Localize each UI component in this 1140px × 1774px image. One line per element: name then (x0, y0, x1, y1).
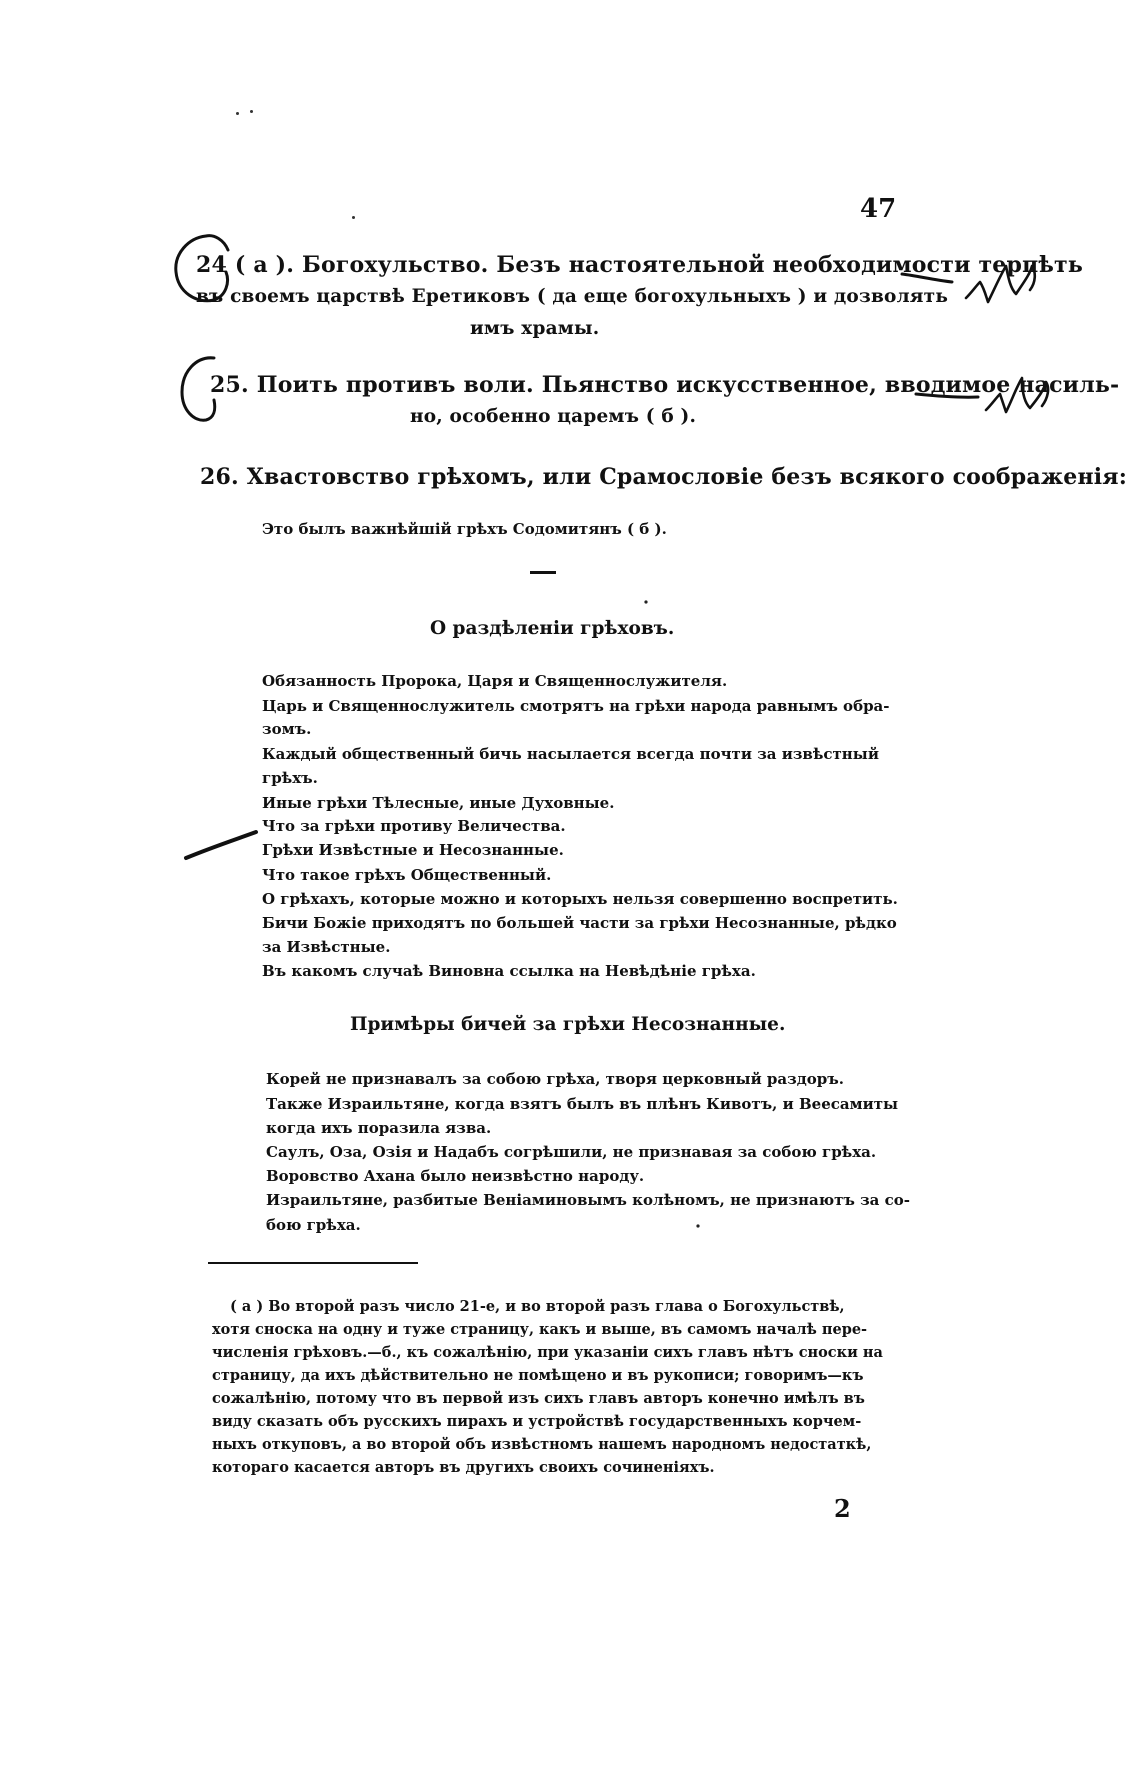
section-1-line: Иные грѣхи Тѣлесные, иные Духовные. (262, 794, 615, 812)
section-2-line: бою грѣха. (266, 1216, 361, 1234)
item-26-line-2: Это былъ важнѣйшій грѣхъ Содомитянъ ( б ). (262, 520, 667, 538)
section-1-line: зомъ. (262, 720, 312, 738)
section-1-line: Что такое грѣхъ Общественный. (262, 866, 552, 884)
item-25-line-2: но, особенно царемъ ( б ). (410, 406, 697, 427)
footnote-line: виду сказать объ русскихъ пирахъ и устройствѣ государственныхъ корчем- (212, 1413, 862, 1430)
section-2-line: Израильтяне, разбитые Веніаминовымъ колѣномъ, не признаютъ за со- (266, 1191, 910, 1209)
item-25-line-1: 25. Поить противъ воли. Пьянство искусственное, вводимое насиль- (210, 372, 1120, 398)
dash-mark-25 (916, 394, 978, 397)
scan-speck (696, 1224, 699, 1227)
section-1-line: О грѣхахъ, которые можно и которыхъ нельзя совершенно воспретить. (262, 890, 898, 908)
section-1-line: Царь и Священнослужитель смотрятъ на грѣхи народа равнымъ обра- (262, 697, 890, 715)
section-1-line: Обязанность Пророка, Царя и Священнослужителя. (262, 672, 728, 690)
signature-mark: 2 (834, 1494, 851, 1523)
item-26-line-1: 26. Хвастовство грѣхомъ, или Срамословіе безъ всякого соображенія: (200, 464, 1128, 490)
section-2-line: когда ихъ поразила язва. (266, 1119, 492, 1137)
nb-mark-24 (966, 266, 1035, 302)
footnote-line: ( а ) Во второй разъ число 21-е, и во второй разъ глава о Богохульствѣ, (230, 1298, 845, 1315)
section-1-line: за Извѣстные. (262, 938, 391, 956)
footnote-line: хотя сноска на одну и туже страницу, какъ и выше, въ самомъ началѣ пере- (212, 1321, 868, 1338)
section-1-line: грѣхъ. (262, 769, 318, 787)
pointer-mark (186, 832, 256, 858)
item-24-line-2: въ своемъ царствѣ Еретиковъ ( да еще богохульныхъ ) и дозволять (196, 286, 949, 307)
footnote-line: страницу, да ихъ дѣйствительно не помѣщено и въ рукописи; говоримъ—къ (212, 1367, 864, 1384)
section-1-heading: О раздѣленіи грѣховъ. (430, 618, 675, 639)
circle-mark-24 (176, 236, 228, 301)
dash-mark-24 (902, 274, 952, 282)
section-1-line: Грѣхи Извѣстные и Несознанные. (262, 841, 564, 859)
footnote-line: сожалѣнію, потому что въ первой изъ сихъ главъ авторъ конечно имѣлъ въ (212, 1390, 865, 1407)
section-1-line: Каждый общественный бичь насылается всегда почти за извѣстный (262, 745, 879, 763)
section-2-line: Воровство Ахана было неизвѣстно народу. (266, 1167, 645, 1185)
nb-mark-25 (986, 378, 1048, 412)
item-24-line-3: имъ храмы. (470, 318, 600, 339)
footnote-line: котораго касается авторъ въ другихъ своихъ сочиненіяхъ. (212, 1459, 715, 1476)
page-number: 47 (860, 194, 897, 224)
section-2-line: Также Израильтяне, когда взятъ былъ въ плѣнъ Кивотъ, и Веесамиты (266, 1095, 899, 1113)
footnote-line: ныхъ откуповъ, а во второй объ извѣстномъ нашемъ народномъ недостаткѣ, (212, 1436, 872, 1453)
section-2-heading: Примѣры бичей за грѣхи Несознанные. (350, 1014, 786, 1035)
circle-mark-25 (182, 358, 215, 420)
scan-speck (644, 600, 647, 603)
item-24-line-1: 24 ( а ). Богохульство. Безъ настоятельной необходимости терпѣть (196, 252, 1084, 278)
section-1-line: Въ какомъ случаѣ Виновна ссылка на Невѣдѣніе грѣха. (262, 962, 756, 980)
footnote-line: численія грѣховъ.—б., къ сожалѣнію, при указаніи сихъ главъ нѣтъ сноски на (212, 1344, 883, 1361)
section-1-line: Бичи Божіе приходятъ по большей части за грѣхи Несознанные, рѣдко (262, 914, 897, 932)
section-2-line: Корей не признавалъ за собою грѣха, творя церковный раздоръ. (266, 1070, 844, 1088)
section-2-line: Саулъ, Оза, Озія и Надабъ согрѣшили, не признавая за собою грѣха. (266, 1143, 877, 1161)
section-1-line: Что за грѣхи противу Величества. (262, 817, 566, 835)
